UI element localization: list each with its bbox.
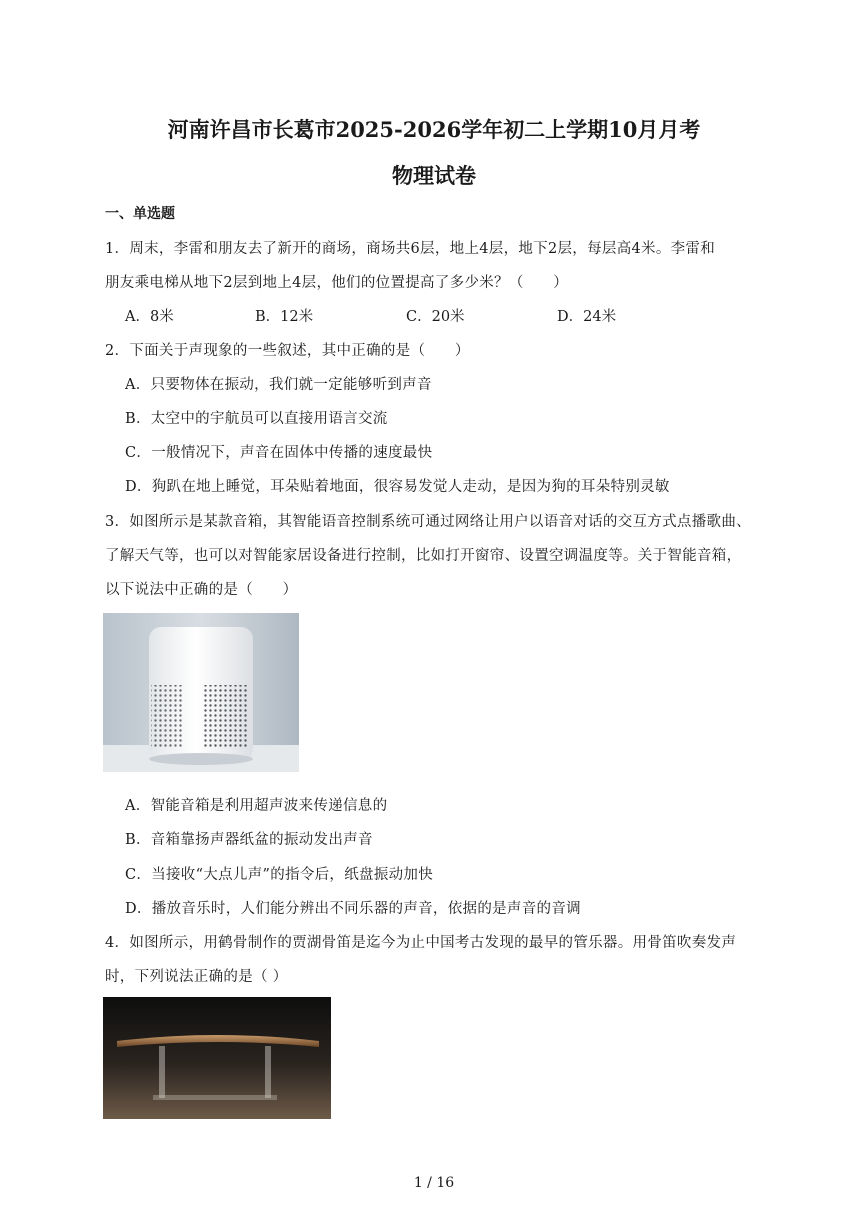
document-subtitle: 物理试卷 (392, 163, 476, 188)
question-3-option-b: B．音箱靠扬声器纸盆的振动发出声音 (125, 832, 373, 848)
question-3-option-a: A．智能音箱是利用超声波来传递信息的 (125, 798, 388, 814)
question-2-option-d: D．狗趴在地上睡觉，耳朵贴着地面，很容易发觉人走动，是因为狗的耳朵特别灵敏 (125, 479, 670, 495)
page-number: 1 / 16 (413, 1175, 455, 1191)
bone-flute-photo (103, 997, 331, 1119)
question-1-option-a: A．8米 (125, 309, 174, 325)
question-4-stem-line-1: 4．如图所示，用鹤骨制作的贾湖骨笛是迄今为止中国考古发现的最早的管乐器。用骨笛吹奏发声 (105, 935, 737, 951)
question-3-stem-line-3: 以下说法中正确的是（ ） (105, 582, 298, 598)
question-1-stem-line-2: 朋友乘电梯从地下2层到地上4层，他们的位置提高了多少米？（ ） (105, 275, 569, 291)
question-1-option-d: D．24米 (557, 309, 617, 325)
question-2-stem: 2．下面关于声现象的一些叙述，其中正确的是（ ） (105, 343, 470, 359)
smart-speaker-photo (103, 613, 299, 772)
question-1-option-b: B．12米 (255, 309, 314, 325)
question-2-option-a: A．只要物体在振动，我们就一定能够听到声音 (125, 377, 432, 393)
question-3-stem-line-2: 了解天气等，也可以对智能家居设备进行控制，比如打开窗帘、设置空调温度等。关于智能音箱， (105, 548, 742, 564)
question-3-option-d: D．播放音乐时，人们能分辨出不同乐器的声音，依据的是声音的音调 (125, 901, 581, 917)
question-1-option-c: C．20米 (406, 309, 465, 325)
question-3-stem-line-1: 3．如图所示是某款音箱，其智能语音控制系统可通过网络让用户以语音对话的交互方式点播歌曲、 (105, 514, 751, 530)
section-heading: 一、单选题 (105, 206, 175, 222)
question-4-stem-line-2: 时，下列说法正确的是（ ） (105, 969, 288, 985)
document-title: 河南许昌市长葛市2025-2026学年初二上学期10月月考 (167, 117, 701, 142)
question-2-option-b: B．太空中的宇航员可以直接用语言交流 (125, 411, 388, 427)
question-1-stem-line-1: 1．周末，李雷和朋友去了新开的商场，商场共6层，地上4层，地下2层，每层高4米。李雷和 (105, 241, 716, 257)
question-2-option-c: C．一般情况下，声音在固体中传播的速度最快 (125, 445, 433, 461)
question-3-option-c: C．当接收“大点儿声”的指令后，纸盘振动加快 (125, 867, 434, 883)
